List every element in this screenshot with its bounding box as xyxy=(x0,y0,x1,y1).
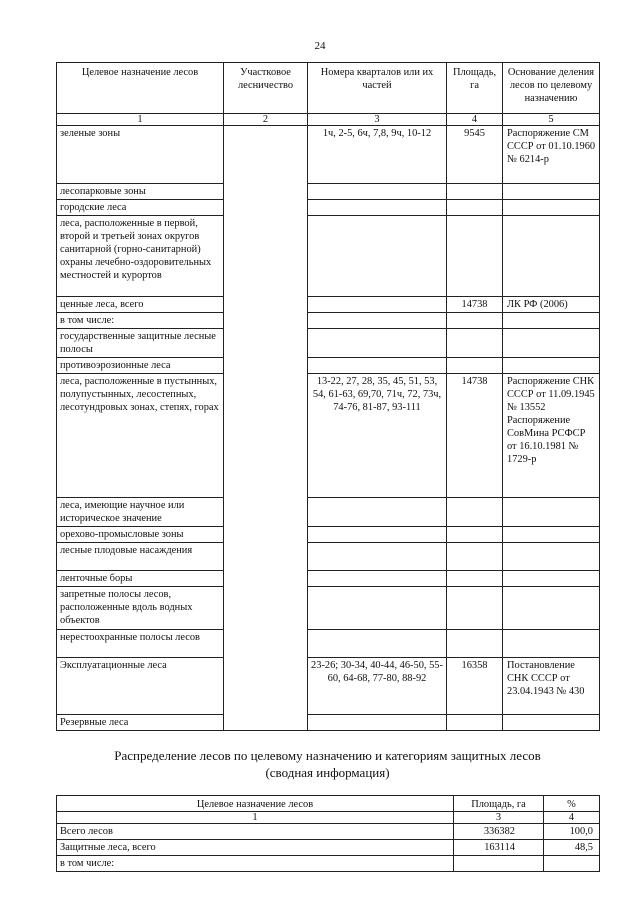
row-basis-cell xyxy=(503,184,600,200)
row-area-cell xyxy=(447,358,503,374)
forest-purpose-table xyxy=(56,62,600,731)
row-purpose-cell: лесные плодовые насаждения xyxy=(57,543,224,571)
row-basis-cell xyxy=(503,313,600,329)
row-basis-cell xyxy=(503,200,600,216)
summary-area-cell: 336382 xyxy=(454,824,544,840)
summary-header-row xyxy=(57,796,600,812)
column-number-row xyxy=(57,114,600,126)
row-quarters-cell xyxy=(308,543,447,571)
row-purpose-cell: государственные защитные лесные полосы xyxy=(57,329,224,358)
table-row xyxy=(57,498,600,527)
row-purpose-cell: в том числе: xyxy=(57,313,224,329)
summary-purpose-cell: Защитные леса, всего xyxy=(57,840,454,856)
row-basis-cell xyxy=(503,498,600,527)
summary-header-purpose: Целевое назначение лесов xyxy=(57,796,454,812)
column-number: 4 xyxy=(447,114,503,126)
summary-column-number-row xyxy=(57,812,600,824)
row-basis-cell xyxy=(503,358,600,374)
table-row xyxy=(57,184,600,200)
summary-row xyxy=(57,856,600,872)
distribution-summary-table xyxy=(56,795,600,872)
summary-percent-cell: 100,0 xyxy=(544,824,600,840)
table-row xyxy=(57,374,600,498)
row-area-cell xyxy=(447,498,503,527)
row-purpose-cell: леса, расположенные в пустынных, полупустынных, лесостепных, лесотундровых зонах, степях, горах xyxy=(57,374,224,498)
row-quarters-cell: 1ч, 2-5, 6ч, 7,8, 9ч, 10-12 xyxy=(308,126,447,184)
summary-header-area: Площадь, га xyxy=(454,796,544,812)
row-area-cell xyxy=(447,216,503,297)
row-area-cell xyxy=(447,527,503,543)
summary-row xyxy=(57,840,600,856)
row-quarters-cell: 13-22, 27, 28, 35, 45, 51, 53, 54, 61-63, 69,70, 71ч, 72, 73ч, 74-76, 81-87, 93-111 xyxy=(308,374,447,498)
distribution-title xyxy=(56,747,599,781)
row-area-cell: 9545 xyxy=(447,126,503,184)
column-number: 4 xyxy=(544,812,600,824)
distribution-summary-body xyxy=(57,824,600,872)
row-area-cell xyxy=(447,571,503,587)
summary-header-percent: % xyxy=(544,796,600,812)
row-quarters-cell xyxy=(308,184,447,200)
row-area-cell xyxy=(447,184,503,200)
distribution-title-line1: Распределение лесов по целевому назначению и категориям защитных лесов xyxy=(114,748,541,763)
column-number: 5 xyxy=(503,114,600,126)
column-number: 3 xyxy=(454,812,544,824)
row-basis-cell xyxy=(503,715,600,731)
row-basis-cell xyxy=(503,571,600,587)
summary-row xyxy=(57,824,600,840)
row-purpose-cell: ценные леса, всего xyxy=(57,297,224,313)
row-quarters-cell xyxy=(308,297,447,313)
summary-percent-cell: 48,5 xyxy=(544,840,600,856)
column-number: 1 xyxy=(57,812,454,824)
row-purpose-cell: ленточные боры xyxy=(57,571,224,587)
row-area-cell xyxy=(447,715,503,731)
row-quarters-cell xyxy=(308,587,447,630)
row-basis-cell xyxy=(503,329,600,358)
row-purpose-cell: зеленые зоны xyxy=(57,126,224,184)
row-quarters-cell xyxy=(308,527,447,543)
row-basis-cell: Распоряжение СНК СССР от 11.09.1945 № 13552 Распоряжение СовМина РСФСР от 16.10.1981 № 1729-р xyxy=(503,374,600,498)
row-area-cell xyxy=(447,329,503,358)
row-area-cell xyxy=(447,200,503,216)
column-number: 3 xyxy=(308,114,447,126)
row-basis-cell xyxy=(503,630,600,658)
row-purpose-cell: леса, расположенные в первой, второй и третьей зонах округов санитарной (горно-санитарной) охраны лечебно-оздоровительных местностей и курортов xyxy=(57,216,224,297)
distribution-title-line2: (сводная информация) xyxy=(265,765,390,780)
row-quarters-cell xyxy=(308,571,447,587)
row-quarters-cell xyxy=(308,358,447,374)
row-purpose-cell: лесопарковые зоны xyxy=(57,184,224,200)
row-basis-cell: Распоряжение СМ СССР от 01.10.1960 № 6214-р xyxy=(503,126,600,184)
table-row xyxy=(57,358,600,374)
table-row xyxy=(57,297,600,313)
row-basis-cell: ЛК РФ (2006) xyxy=(503,297,600,313)
row-purpose-cell: орехово-промысловые зоны xyxy=(57,527,224,543)
forest-purpose-table-body xyxy=(57,126,600,731)
row-quarters-cell: 23-26; 30-34, 40-44, 46-50, 55-60, 64-68, 77-80, 88-92 xyxy=(308,658,447,715)
row-area-cell xyxy=(447,630,503,658)
row-purpose-cell: леса, имеющие научное или историческое значение xyxy=(57,498,224,527)
summary-purpose-cell: в том числе: xyxy=(57,856,454,872)
column-number: 1 xyxy=(57,114,224,126)
table-row xyxy=(57,216,600,297)
row-area-cell: 14738 xyxy=(447,374,503,498)
row-purpose-cell: городские леса xyxy=(57,200,224,216)
table-row xyxy=(57,329,600,358)
table-row xyxy=(57,630,600,658)
page-number: 24 xyxy=(314,40,326,52)
row-area-cell: 16358 xyxy=(447,658,503,715)
table-row xyxy=(57,313,600,329)
summary-area-cell: 163114 xyxy=(454,840,544,856)
header-purpose: Целевое назначение лесов xyxy=(57,63,224,114)
header-district: Участковое лесничество xyxy=(224,63,308,114)
summary-area-cell xyxy=(454,856,544,872)
row-basis-cell xyxy=(503,216,600,297)
row-quarters-cell xyxy=(308,216,447,297)
row-purpose-cell: Эксплуатационные леса xyxy=(57,658,224,715)
row-quarters-cell xyxy=(308,498,447,527)
row-quarters-cell xyxy=(308,329,447,358)
row-basis-cell: Постановление СНК СССР от 23.04.1943 № 430 xyxy=(503,658,600,715)
summary-percent-cell xyxy=(544,856,600,872)
header-basis: Основание деления лесов по целевому назначению xyxy=(503,63,600,114)
column-number: 2 xyxy=(224,114,308,126)
table-row xyxy=(57,527,600,543)
row-area-cell xyxy=(447,313,503,329)
table-row xyxy=(57,715,600,731)
table-row xyxy=(57,543,600,571)
table-row xyxy=(57,200,600,216)
row-quarters-cell xyxy=(308,313,447,329)
row-district-cell xyxy=(224,126,308,731)
table-row xyxy=(57,587,600,630)
table-row xyxy=(57,571,600,587)
table-header-row xyxy=(57,63,600,114)
row-purpose-cell: нерестоохранные полосы лесов xyxy=(57,630,224,658)
row-quarters-cell xyxy=(308,715,447,731)
summary-purpose-cell: Всего лесов xyxy=(57,824,454,840)
row-purpose-cell: противоэрозионные леса xyxy=(57,358,224,374)
row-area-cell xyxy=(447,587,503,630)
table-row xyxy=(57,658,600,715)
row-area-cell xyxy=(447,543,503,571)
row-basis-cell xyxy=(503,543,600,571)
row-basis-cell xyxy=(503,527,600,543)
row-purpose-cell: запретные полосы лесов, расположенные вдоль водных объектов xyxy=(57,587,224,630)
header-area: Площадь, га xyxy=(447,63,503,114)
table-row xyxy=(57,126,600,184)
row-area-cell: 14738 xyxy=(447,297,503,313)
row-quarters-cell xyxy=(308,630,447,658)
header-quarters: Номера кварталов или их частей xyxy=(308,63,447,114)
row-basis-cell xyxy=(503,587,600,630)
row-quarters-cell xyxy=(308,200,447,216)
row-purpose-cell: Резервные леса xyxy=(57,715,224,731)
